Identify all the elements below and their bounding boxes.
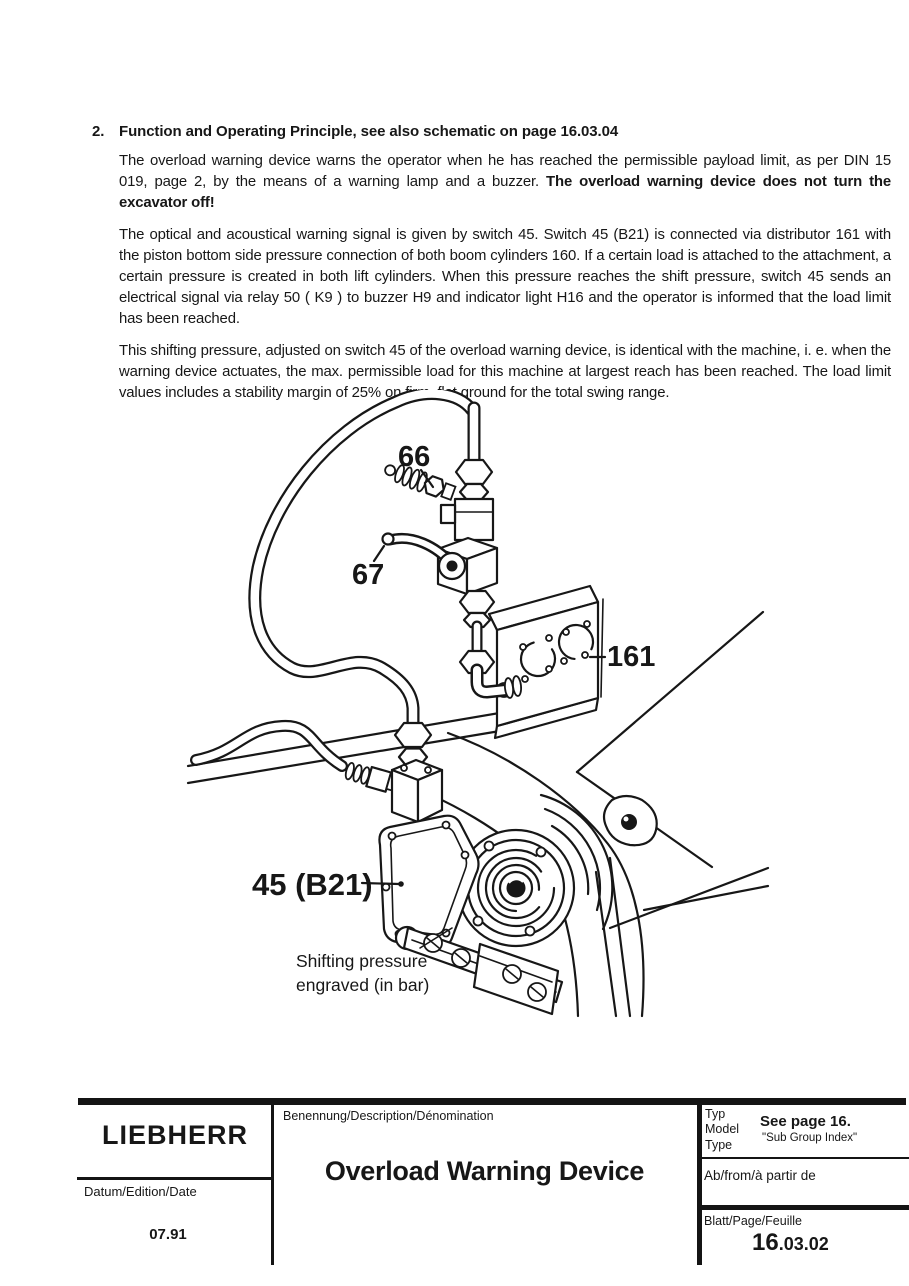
footer-right-rule-2 bbox=[697, 1205, 909, 1210]
type-value-line2: "Sub Group Index" bbox=[762, 1132, 858, 1144]
from-label: Ab/from/à partir de bbox=[704, 1168, 816, 1183]
page-number-minor: .03.02 bbox=[778, 1234, 829, 1254]
label-161: 161 bbox=[607, 641, 656, 673]
page-number-major: 16 bbox=[752, 1229, 779, 1256]
type-label-de: Typ bbox=[705, 1107, 726, 1121]
footer-top-rule bbox=[78, 1098, 906, 1105]
caption-shifting-pressure-line1: Shifting pressure bbox=[296, 951, 428, 971]
document-title: Overload Warning Device bbox=[324, 1156, 645, 1186]
technical-illustration bbox=[0, 390, 909, 1050]
paragraph-1 bbox=[119, 151, 891, 214]
label-66: 66 bbox=[398, 441, 431, 473]
paragraph-2: The optical and acoustical warning signal is given by switch 45. Switch 45 (B21) is connected via distributor 161 with the piston bottom side pressure connection of both boom cylinders 160. If a certain load is attached to the attachment, a certain pressure is created in both lift cylinders. When this pressure reaches the shift pressure, switch 45 sends an electrical signal via relay 50 ( K9 ) to buzzer H9 and indicator light H16 and the operator is informed that the load limit has been reached. bbox=[119, 227, 891, 327]
manual-text-block bbox=[92, 123, 892, 404]
footer-left-rule bbox=[77, 1177, 274, 1180]
type-label-en: Model bbox=[705, 1122, 740, 1136]
section-number: 2. bbox=[92, 123, 105, 140]
pressure-switch-45 bbox=[379, 816, 478, 948]
lever-pin-67 bbox=[383, 534, 394, 545]
section-title: Function and Operating Principle, see also schematic on page 16.03.04 bbox=[119, 123, 619, 140]
paragraph-1-text: The overload warning device warns the operator when he has reached the permissible payload limit, as per DIN 15 019, page 2, by the means of a warning lamp and a buzzer. bbox=[119, 153, 891, 190]
date-value: 07.91 bbox=[149, 1226, 187, 1243]
page-label: Blatt/Page/Feuille bbox=[704, 1214, 802, 1228]
type-label-fr: Type bbox=[705, 1138, 733, 1152]
label-45-b21: 45 (B21) bbox=[252, 867, 373, 902]
frame-lug bbox=[604, 796, 657, 845]
caption-shifting-pressure-line2: engraved (in bar) bbox=[296, 975, 430, 995]
footer-right-rule-1 bbox=[697, 1157, 909, 1159]
label-67: 67 bbox=[352, 559, 385, 591]
type-value-line1: See page 16. bbox=[760, 1113, 851, 1130]
liebherr-logo: LIEBHERR bbox=[101, 1120, 248, 1150]
distributor-plate bbox=[489, 586, 603, 738]
junction-block bbox=[392, 723, 442, 822]
description-label: Benennung/Description/Dénomination bbox=[283, 1109, 494, 1123]
boom-bearing bbox=[458, 830, 574, 946]
section-heading bbox=[92, 123, 892, 140]
date-label: Datum/Edition/Date bbox=[84, 1184, 197, 1199]
page-number bbox=[752, 1229, 829, 1257]
hose-fitting bbox=[344, 761, 399, 794]
paragraph-1-bold: The overload warning device does not turn the excavator off! bbox=[119, 174, 891, 211]
paragraph-3: This shifting pressure, adjusted on switch 45 of the overload warning device, is identical with the machine, i. e. when the warning device actuates, the max. permissible load for this machine at largest reach has been reached. The load limit values includes a stability margin of 25% on firm, flat ground for the total swing range. bbox=[119, 343, 891, 401]
